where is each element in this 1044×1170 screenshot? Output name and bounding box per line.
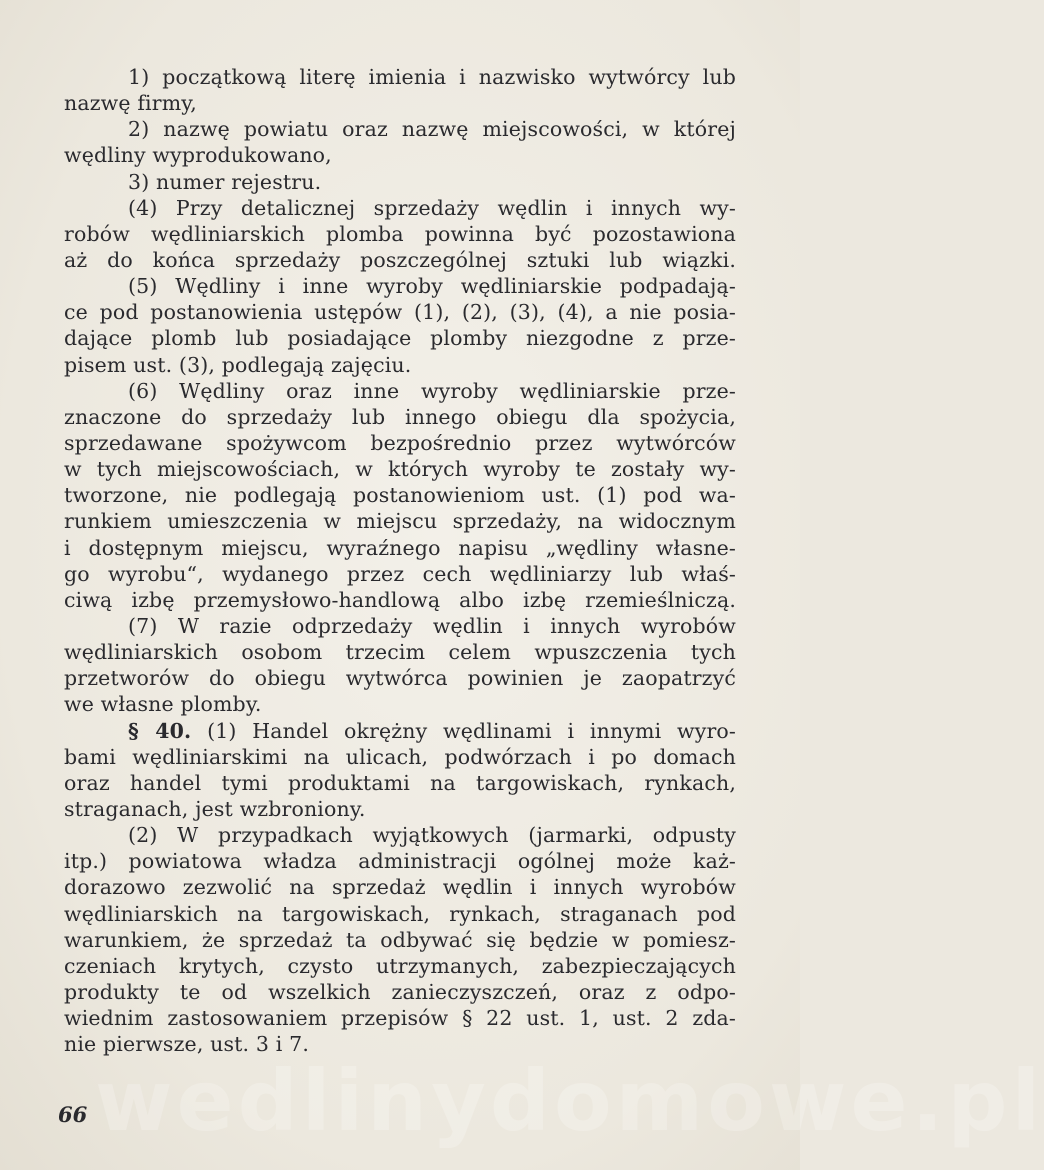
text-line: (7) W razie odprzedaży wędlin i innych wyrobów — [128, 613, 736, 638]
text-line: 2) nazwę powiatu oraz nazwę miejscowości, w której — [128, 117, 736, 142]
text-line: oraz handel tymi produktami na targowiskach, rynkach, — [64, 770, 736, 795]
text-line: itp.) powiatowa władza administracji ogólnej może każ- — [64, 849, 736, 874]
text-line: 1) początkową literę imienia i nazwisko wytwórcy lub — [128, 65, 736, 89]
text-line: czeniach krytych, czysto utrzymanych, zabezpieczających — [64, 953, 736, 978]
text-line: (4) Przy detalicznej sprzedaży wędlin i innych wy- — [128, 195, 736, 220]
text-line: tworzone, nie podlegają postanowieniom ust. (1) pod wa- — [64, 483, 736, 508]
text-line: w tych miejscowościach, w których wyroby te zostały wy- — [64, 457, 736, 482]
text-line: dorazowo zezwolić na sprzedaż wędlin i innych wyrobów — [64, 875, 736, 900]
body-text — [64, 64, 736, 1057]
text-line: wędliniarskich osobom trzecim celem wpuszczenia tych — [64, 640, 736, 665]
text-line: przetworów do obiegu wytwórca powinien je zaopatrzyć — [64, 666, 736, 691]
text-line: straganach, jest wzbroniony. — [64, 796, 366, 821]
text-line: pisem ust. (3), podlegają zajęciu. — [64, 352, 412, 377]
text-line: nie pierwsze, ust. 3 i 7. — [64, 1032, 309, 1057]
text-line: nazwę firmy, — [64, 91, 197, 116]
section-text: (1) Handel okrężny wędlinami i innymi wyro- — [207, 718, 736, 743]
text-line: robów wędliniarskich plomba powinna być pozostawiona — [64, 221, 736, 246]
text-line: produkty te od wszelkich zanieczyszczeń, oraz z odpo- — [64, 979, 736, 1004]
text-line: (2) W przypadkach wyjątkowych (jarmarki, odpusty — [128, 823, 736, 848]
watermark: wedlinydomowe.pl — [95, 1052, 1044, 1150]
text-line: sprzedawane spożywcom bezpośrednio przez wytwórców — [64, 430, 736, 455]
text-line: wiednim zastosowaniem przepisów § 22 ust. 1, ust. 2 zda- — [64, 1006, 736, 1031]
text-line: warunkiem, że sprzedaż ta odbywać się będzie w pomiesz- — [64, 927, 736, 952]
text-line: we własne plomby. — [64, 692, 262, 717]
text-line: 3) numer rejestru. — [128, 169, 322, 194]
text-line: wędliniarskich na targowiskach, rynkach, straganach pod — [64, 901, 736, 926]
text-line — [64, 718, 736, 744]
text-line: znaczone do sprzedaży lub innego obiegu dla spożycia, — [64, 404, 736, 429]
section-label: § 40. — [128, 718, 192, 743]
text-line: bami wędliniarskimi na ulicach, podwórzach i po domach — [64, 744, 736, 769]
text-line: (5) Wędliny i inne wyroby wędliniarskie podpadają- — [128, 274, 736, 299]
text-line: ce pod postanowienia ustępów (1), (2), (3), (4), a nie posia- — [64, 300, 736, 325]
text-line: aż do końca sprzedaży poszczególnej sztuki lub wiązki. — [64, 247, 736, 272]
text-line: ciwą izbę przemysłowo-handlową albo izbę rzemieślniczą. — [64, 587, 736, 612]
text-line: (6) Wędliny oraz inne wyroby wędliniarskie prze- — [128, 378, 736, 403]
page-number: 66 — [58, 1102, 88, 1127]
text-line: go wyrobu“, wydanego przez cech wędliniarzy lub właś- — [64, 561, 736, 586]
text-line: runkiem umieszczenia w miejscu sprzedaży, na widocznym — [64, 509, 736, 534]
text-line: dające plomb lub posiadające plomby niezgodne z prze- — [64, 326, 736, 351]
text-line: wędliny wyprodukowano, — [64, 143, 332, 168]
text-line: i dostępnym miejscu, wyraźnego napisu „wędliny własne- — [64, 535, 736, 560]
